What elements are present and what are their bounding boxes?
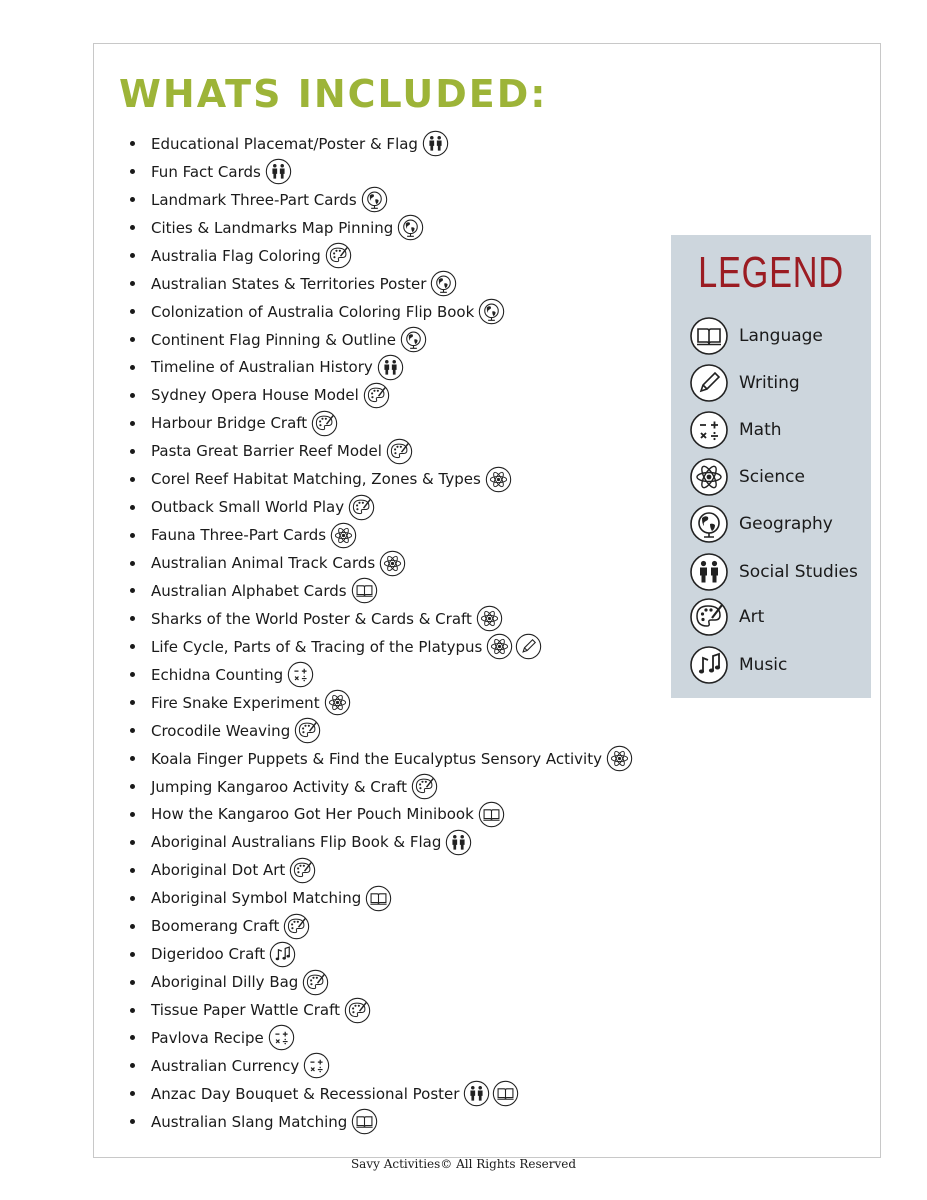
list-item-label: Australia Flag Coloring	[151, 246, 321, 265]
social-studies-icon	[445, 829, 472, 856]
list-item-label: Koala Finger Puppets & Find the Eucalyptus Sensory Activity	[151, 749, 602, 768]
list-item-label: Timeline of Australian History	[151, 358, 373, 377]
list-item	[130, 130, 633, 158]
list-item-label: Digeridoo Craft	[151, 945, 266, 964]
legend-label: Music	[739, 655, 788, 675]
art-icon	[344, 997, 371, 1024]
bullet-point	[130, 337, 135, 342]
bullet-point	[130, 896, 135, 901]
art-icon	[294, 717, 321, 744]
math-icon	[287, 661, 314, 688]
list-item	[130, 326, 633, 354]
legend-label: Social Studies	[739, 562, 858, 582]
list-item-label: Australian Currency	[151, 1056, 300, 1075]
list-item	[130, 493, 633, 521]
math-icon	[303, 1052, 330, 1079]
subject-icons	[266, 1024, 295, 1051]
science-icon	[476, 605, 503, 632]
list-item-label: Australian Slang Matching	[151, 1112, 348, 1131]
bullet-point	[130, 197, 135, 202]
bullet-point	[130, 1035, 135, 1040]
bullet-point	[130, 141, 135, 146]
art-icon	[325, 242, 352, 269]
legend-entry-social-studies	[689, 552, 858, 592]
subject-icons	[301, 1052, 330, 1079]
legend-label: Art	[739, 607, 765, 627]
subject-icons	[287, 857, 316, 884]
language-icon	[365, 885, 392, 912]
language-icon	[478, 801, 505, 828]
list-item-label: Life Cycle, Parts of & Tracing of the Platypus	[151, 637, 483, 656]
list-item	[130, 996, 633, 1024]
geography-icon	[430, 270, 457, 297]
bullet-point	[130, 728, 135, 733]
list-item	[130, 773, 633, 801]
subject-icons	[363, 885, 392, 912]
list-item	[130, 912, 633, 940]
copyright-footer: Savy Activities© All Rights Reserved	[350, 1157, 577, 1171]
social-studies-icon	[377, 354, 404, 381]
bullet-point	[130, 588, 135, 593]
list-item	[130, 437, 633, 465]
bullet-point	[130, 784, 135, 789]
subject-icons	[267, 941, 296, 968]
bullet-point	[130, 1063, 135, 1068]
subject-icons	[420, 130, 449, 157]
list-item	[130, 214, 633, 242]
list-item	[130, 633, 633, 661]
legend-label: Math	[739, 420, 782, 440]
list-item	[130, 577, 633, 605]
list-item-label: Anzac Day Bouquet & Recessional Poster	[151, 1084, 460, 1103]
language-icon	[689, 316, 729, 356]
legend-entry-science	[689, 457, 805, 497]
list-item-label: Aboriginal Dilly Bag	[151, 973, 299, 992]
list-item	[130, 801, 633, 829]
subject-icons	[395, 214, 424, 241]
list-item-label: Pavlova Recipe	[151, 1028, 264, 1047]
bullet-point	[130, 812, 135, 817]
list-item	[130, 465, 633, 493]
bullet-point	[130, 505, 135, 510]
bullet-point	[130, 533, 135, 538]
legend-label: Language	[739, 326, 823, 346]
subject-icons	[263, 158, 292, 185]
subject-icons	[476, 298, 505, 325]
list-item-label: Tissue Paper Wattle Craft	[151, 1001, 340, 1020]
bullet-point	[130, 225, 135, 230]
list-item	[130, 717, 633, 745]
list-item	[130, 354, 633, 382]
list-item-label: Aboriginal Dot Art	[151, 861, 286, 880]
list-item-label: How the Kangaroo Got Her Pouch Minibook	[151, 805, 474, 824]
art-icon	[302, 969, 329, 996]
subject-icons	[409, 773, 438, 800]
art-icon	[411, 773, 438, 800]
subject-icons	[342, 997, 371, 1024]
list-item-label: Aboriginal Symbol Matching	[151, 889, 362, 908]
bullet-point	[130, 169, 135, 174]
list-item	[130, 745, 633, 773]
bullet-point	[130, 253, 135, 258]
list-item-label: Fun Fact Cards	[151, 162, 261, 181]
subject-icons	[428, 270, 457, 297]
list-item-label: Pasta Great Barrier Reef Model	[151, 442, 382, 461]
science-icon	[485, 466, 512, 493]
list-item	[130, 549, 633, 577]
legend-entry-math	[689, 410, 782, 450]
subject-icons	[322, 689, 351, 716]
list-item	[130, 828, 633, 856]
list-item	[130, 968, 633, 996]
bullet-point	[130, 393, 135, 398]
subject-icons	[398, 326, 427, 353]
list-item	[130, 689, 633, 717]
legend-entry-geography	[689, 504, 833, 544]
list-item	[130, 381, 633, 409]
legend-title: LEGEND	[698, 248, 844, 297]
list-item	[130, 298, 633, 326]
geography-icon	[400, 326, 427, 353]
bullet-point	[130, 1008, 135, 1013]
science-icon	[324, 689, 351, 716]
subject-icons	[375, 354, 404, 381]
list-item-label: Corel Reef Habitat Matching, Zones & Types	[151, 470, 481, 489]
bullet-point	[130, 561, 135, 566]
bullet-point	[130, 365, 135, 370]
subject-icons	[604, 745, 633, 772]
writing-icon	[689, 363, 729, 403]
list-item-label: Australian Alphabet Cards	[151, 581, 347, 600]
list-item	[130, 409, 633, 437]
list-item-label: Continent Flag Pinning & Outline	[151, 330, 396, 349]
social-studies-icon	[463, 1080, 490, 1107]
subject-icons	[285, 661, 314, 688]
subject-icons	[483, 466, 512, 493]
art-icon	[289, 857, 316, 884]
art-icon	[386, 438, 413, 465]
list-item	[130, 521, 633, 549]
bullet-point	[130, 281, 135, 286]
geography-icon	[478, 298, 505, 325]
social-studies-icon	[689, 552, 729, 592]
science-icon	[486, 633, 513, 660]
bullet-point	[130, 924, 135, 929]
geography-icon	[397, 214, 424, 241]
list-item	[130, 1052, 633, 1080]
art-icon	[689, 597, 729, 637]
writing-icon	[515, 633, 542, 660]
bullet-point	[130, 672, 135, 677]
subject-icons	[443, 829, 472, 856]
subject-icons	[384, 438, 413, 465]
bullet-point	[130, 421, 135, 426]
included-items-list	[130, 130, 633, 1136]
legend-entry-music	[689, 645, 787, 685]
subject-icons	[461, 1080, 519, 1107]
bullet-point	[130, 840, 135, 845]
list-item	[130, 158, 633, 186]
list-item-label: Outback Small World Play	[151, 498, 345, 517]
list-item	[130, 940, 633, 968]
list-item	[130, 1024, 633, 1052]
art-icon	[311, 410, 338, 437]
page-title: WHATS INCLUDED:	[119, 72, 548, 116]
bullet-point	[130, 1091, 135, 1096]
list-item-label: Harbour Bridge Craft	[151, 414, 308, 433]
science-icon	[330, 522, 357, 549]
bullet-point	[130, 868, 135, 873]
subject-icons	[361, 382, 390, 409]
list-item	[130, 242, 633, 270]
science-icon	[379, 550, 406, 577]
geography-icon	[361, 186, 388, 213]
list-item-label: Landmark Three-Part Cards	[151, 190, 357, 209]
list-item-label: Australian States & Territories Poster	[151, 274, 427, 293]
list-item	[130, 270, 633, 298]
science-icon	[689, 457, 729, 497]
language-icon	[492, 1080, 519, 1107]
list-item-label: Sharks of the World Poster & Cards & Craft	[151, 609, 472, 628]
list-item	[130, 1108, 633, 1136]
legend-label: Writing	[739, 373, 800, 393]
legend-entry-writing	[689, 363, 800, 403]
subject-icons	[328, 522, 357, 549]
list-item-label: Fire Snake Experiment	[151, 693, 320, 712]
bullet-point	[130, 1119, 135, 1124]
math-icon	[268, 1024, 295, 1051]
bullet-point	[130, 756, 135, 761]
subject-icons	[346, 494, 375, 521]
science-icon	[606, 745, 633, 772]
geography-icon	[689, 504, 729, 544]
art-icon	[348, 494, 375, 521]
list-item	[130, 661, 633, 689]
subject-icons	[349, 1108, 378, 1135]
list-item-label: Echidna Counting	[151, 665, 284, 684]
subject-icons	[323, 242, 352, 269]
subject-icons	[484, 633, 542, 660]
list-item	[130, 605, 633, 633]
subject-icons	[349, 577, 378, 604]
bullet-point	[130, 644, 135, 649]
list-item-label: Educational Placemat/Poster & Flag	[151, 134, 418, 153]
subject-icons	[300, 969, 329, 996]
bullet-point	[130, 952, 135, 957]
bullet-point	[130, 309, 135, 314]
list-item	[130, 186, 633, 214]
bullet-point	[130, 477, 135, 482]
list-item-label: Boomerang Craft	[151, 917, 280, 936]
bullet-point	[130, 980, 135, 985]
math-icon	[689, 410, 729, 450]
art-icon	[363, 382, 390, 409]
list-item-label: Colonization of Australia Coloring Flip Book	[151, 302, 475, 321]
subject-icons	[474, 605, 503, 632]
subject-icons	[292, 717, 321, 744]
subject-icons	[476, 801, 505, 828]
legend-label: Science	[739, 467, 805, 487]
subject-icons	[309, 410, 338, 437]
list-item-label: Aboriginal Australians Flip Book & Flag	[151, 833, 442, 852]
legend-label: Geography	[739, 514, 833, 534]
language-icon	[351, 1108, 378, 1135]
list-item-label: Fauna Three-Part Cards	[151, 526, 327, 545]
language-icon	[351, 577, 378, 604]
bullet-point	[130, 449, 135, 454]
music-icon	[689, 645, 729, 685]
legend-entry-art	[689, 597, 764, 637]
music-icon	[269, 941, 296, 968]
list-item-label: Crocodile Weaving	[151, 721, 291, 740]
list-item-label: Sydney Opera House Model	[151, 386, 359, 405]
art-icon	[283, 913, 310, 940]
list-item-label: Australian Animal Track Cards	[151, 554, 376, 573]
list-item-label: Jumping Kangaroo Activity & Craft	[151, 777, 408, 796]
list-item	[130, 884, 633, 912]
list-item	[130, 856, 633, 884]
social-studies-icon	[265, 158, 292, 185]
subject-icons	[281, 913, 310, 940]
subject-icons	[359, 186, 388, 213]
bullet-point	[130, 700, 135, 705]
list-item-label: Cities & Landmarks Map Pinning	[151, 218, 394, 237]
bullet-point	[130, 616, 135, 621]
list-item	[130, 1080, 633, 1108]
legend-entry-language	[689, 316, 823, 356]
subject-icons	[377, 550, 406, 577]
social-studies-icon	[422, 130, 449, 157]
